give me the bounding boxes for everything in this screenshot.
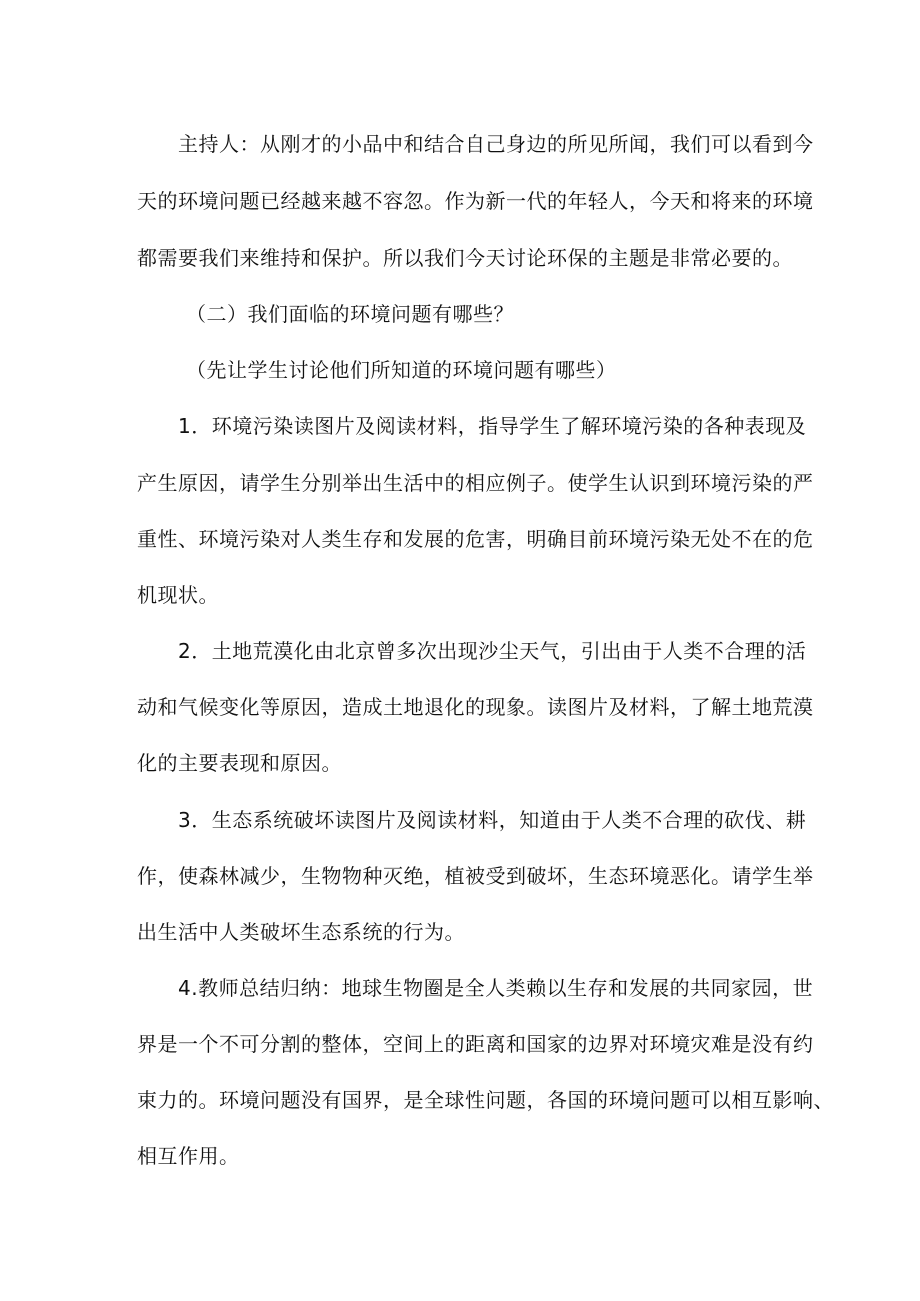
item-4-line-1: 4.教师总结归纳：地球生物圈是全人类赖以生存和发展的共同家园，世 [178, 976, 814, 1000]
item-1-line-3: 重性、环境污染对人类生存和发展的危害，明确目前环境污染无处不在的危 [137, 527, 814, 551]
item-4-line-4: 相互作用。 [137, 1144, 240, 1168]
item-2-line-2: 动和气候变化等原因，造成土地退化的现象。读图片及材料，了解土地荒漠 [137, 695, 814, 719]
item-4-line-3: 束力的。环境问题没有国界，是全球性问题，各国的环境问题可以相互影响、 [137, 1088, 834, 1112]
item-3-line-2: 作，使森林减少，生物物种灭绝，植被受到破坏，生态环境恶化。请学生举 [137, 864, 814, 888]
item-1-line-1: 1．环境污染读图片及阅读材料，指导学生了解环境污染的各种表现及 [178, 414, 807, 438]
item-1-line-4: 机现状。 [137, 583, 219, 607]
section-heading: （二）我们面临的环境问题有哪些？ [186, 302, 514, 326]
item-1-line-2: 产生原因，请学生分别举出生活中的相应例子。使学生认识到环境污染的严 [137, 471, 814, 495]
item-4-line-2: 界是一个不可分割的整体，空间上的距离和国家的边界对环境灾难是没有约 [137, 1032, 814, 1056]
section-note: （先让学生讨论他们所知道的环境问题有哪些） [186, 358, 617, 382]
item-2-line-1: 2．土地荒漠化由北京曾多次出现沙尘天气，引出由于人类不合理的活 [178, 639, 807, 663]
para-host-line-2: 天的环境问题已经越来越不容忽。作为新一代的年轻人，今天和将来的环境 [137, 189, 814, 213]
item-2-line-3: 化的主要表现和原因。 [137, 751, 342, 775]
item-3-line-3: 出生活中人类破坏生态系统的行为。 [137, 920, 465, 944]
para-host-line-1: 主持人：从刚才的小品中和结合自己身边的所见所闻，我们可以看到今 [178, 132, 814, 156]
para-host-line-3: 都需要我们来维持和保护。所以我们今天讨论环保的主题是非常必要的。 [137, 246, 793, 270]
item-3-line-1: 3．生态系统破坏读图片及阅读材料，知道由于人类不合理的砍伐、耕 [178, 808, 807, 832]
